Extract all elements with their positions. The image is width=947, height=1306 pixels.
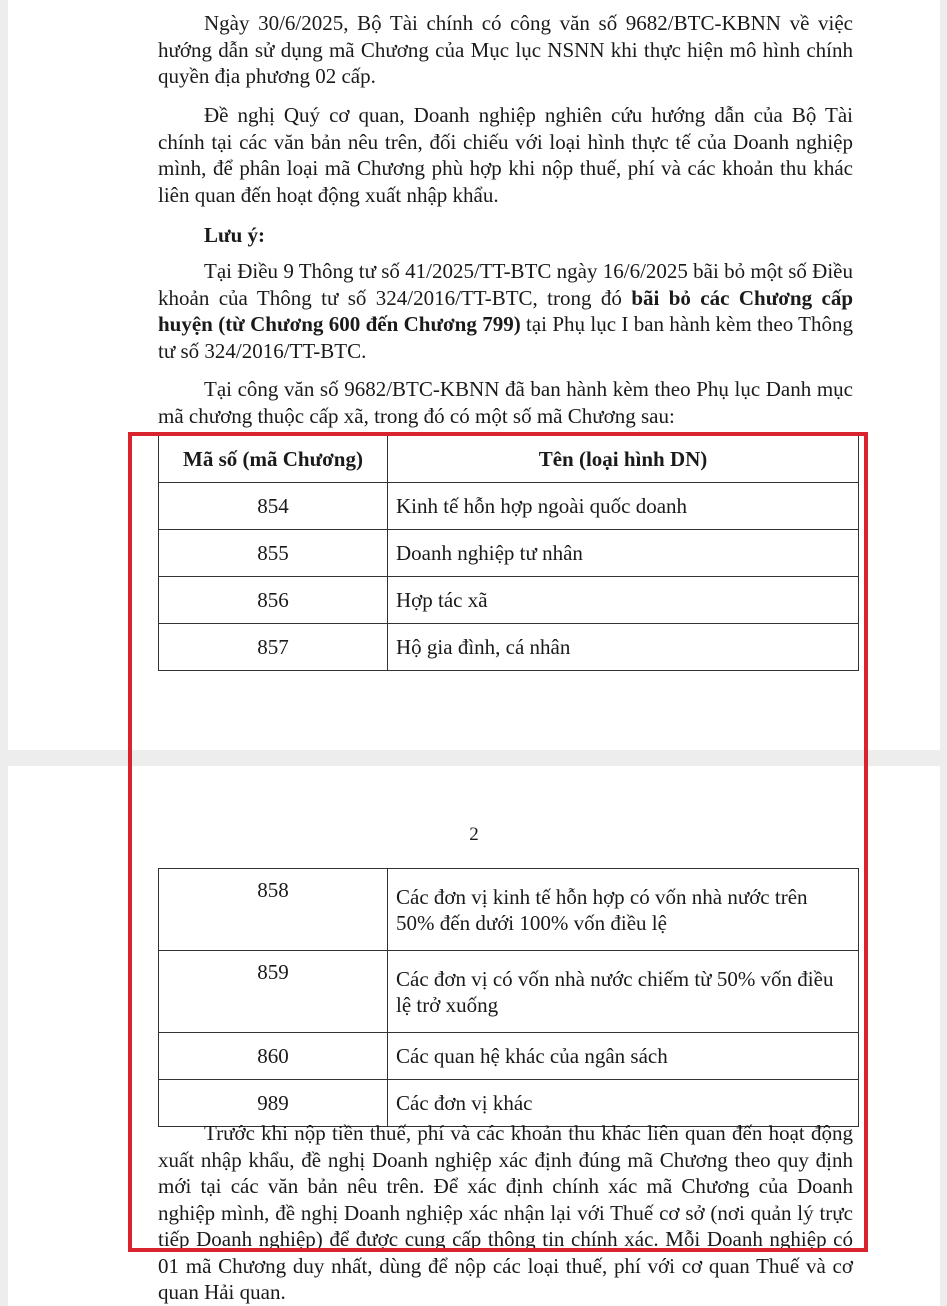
table-cell-code: 858 <box>159 869 388 951</box>
table-cell-name: Hộ gia đình, cá nhân <box>388 624 859 671</box>
table-row <box>159 624 859 671</box>
table-cell-name: Các đơn vị có vốn nhà nước chiếm từ 50% vốn điều lệ trở xuống <box>388 951 859 1033</box>
table-cell-code: 856 <box>159 577 388 624</box>
table-cell-name: Các đơn vị khác <box>388 1080 859 1127</box>
paragraph-request: Đề nghị Quý cơ quan, Doanh nghiệp nghiên cứu hướng dẫn của Bộ Tài chính tại các văn bản nêu trên, đối chiếu với loại hình thực tế của Doanh nghiệp mình, để phân loại mã Chương phù hợp khi nộp thuế, phí và các khoản thu khác liên quan đến hoạt động xuất nhập khẩu. <box>158 103 853 207</box>
table-row <box>159 1033 859 1080</box>
table-row <box>159 483 859 530</box>
document-page-1 <box>8 0 940 750</box>
chapter-code-table-part2 <box>158 868 859 1127</box>
table-cell-name: Kinh tế hỗn hợp ngoài quốc doanh <box>388 483 859 530</box>
paragraph-circular-note-bold: bãi bỏ các Chương cấp huyện (từ Chương 600 đến Chương 799) <box>158 285 853 336</box>
table-row <box>159 530 859 577</box>
table-cell-name: Hợp tác xã <box>388 577 859 624</box>
table-row <box>159 577 859 624</box>
page-number: 2 <box>469 824 479 845</box>
paragraph-closing-advice: Trước khi nộp tiền thuế, phí và các khoản thu khác liên quan đến hoạt động xuất nhập khẩu, đề nghị Doanh nghiệp xác định đúng mã Chương theo quy định mới tại các văn bản nêu trên. Để xác định chính xác mã Chương của Doanh nghiệp mình, đề nghị Doanh nghiệp xác nhận lại với Thuế cơ sở (nơi quản lý trực tiếp Doanh nghiệp) để được cung cấp thông tin chính xác. Mỗi Doanh nghiệp có 01 mã Chương duy nhất, dùng để nộp các loại thuế, phí với cơ quan Thuế và cơ quan Hải quan. <box>158 1121 853 1304</box>
table-cell-name: Các đơn vị kinh tế hỗn hợp có vốn nhà nước trên 50% đến dưới 100% vốn điều lệ <box>388 869 859 951</box>
table-cell-code: 860 <box>159 1033 388 1080</box>
chapter-code-table-part1 <box>158 435 859 671</box>
table-cell-code: 989 <box>159 1080 388 1127</box>
paragraph-dispatch-intro: Ngày 30/6/2025, Bộ Tài chính có công văn số 9682/BTC-KBNN về việc hướng dẫn sử dụng mã Chương của Mục lục NSNN khi thực hiện mô hình chính quyền địa phương 02 cấp. <box>158 11 853 88</box>
table-header-row <box>159 436 859 483</box>
table-header-name: Tên (loại hình DN) <box>388 436 859 483</box>
table-cell-code: 857 <box>159 624 388 671</box>
note-heading: Lưu ý: <box>204 223 266 247</box>
paragraph-appendix-intro: Tại công văn số 9682/BTC-KBNN đã ban hành kèm theo Phụ lục Danh mục mã chương thuộc cấp xã, trong đó có một số mã Chương sau: <box>158 377 853 428</box>
table-row <box>159 951 859 1033</box>
table-header-code: Mã số (mã Chương) <box>159 436 388 483</box>
table-cell-name: Doanh nghiệp tư nhân <box>388 530 859 577</box>
table-cell-code: 859 <box>159 951 388 1033</box>
paragraph-circular-note <box>158 258 853 364</box>
paragraph-circular-note-part2: tại Phụ lục I ban hành kèm theo Thông tư số 324/2016/TT-BTC. <box>158 312 853 363</box>
table-cell-name: Các quan hệ khác của ngân sách <box>388 1033 859 1080</box>
paragraph-circular-note-part1: Tại Điều 9 Thông tư số 41/2025/TT-BTC ngày 16/6/2025 bãi bỏ một số Điều khoản của Thông tư số 324/2016/TT-BTC, trong đó <box>158 259 853 310</box>
table-cell-code: 855 <box>159 530 388 577</box>
table-row <box>159 869 859 951</box>
table-cell-code: 854 <box>159 483 388 530</box>
document-page-2 <box>8 766 940 1306</box>
